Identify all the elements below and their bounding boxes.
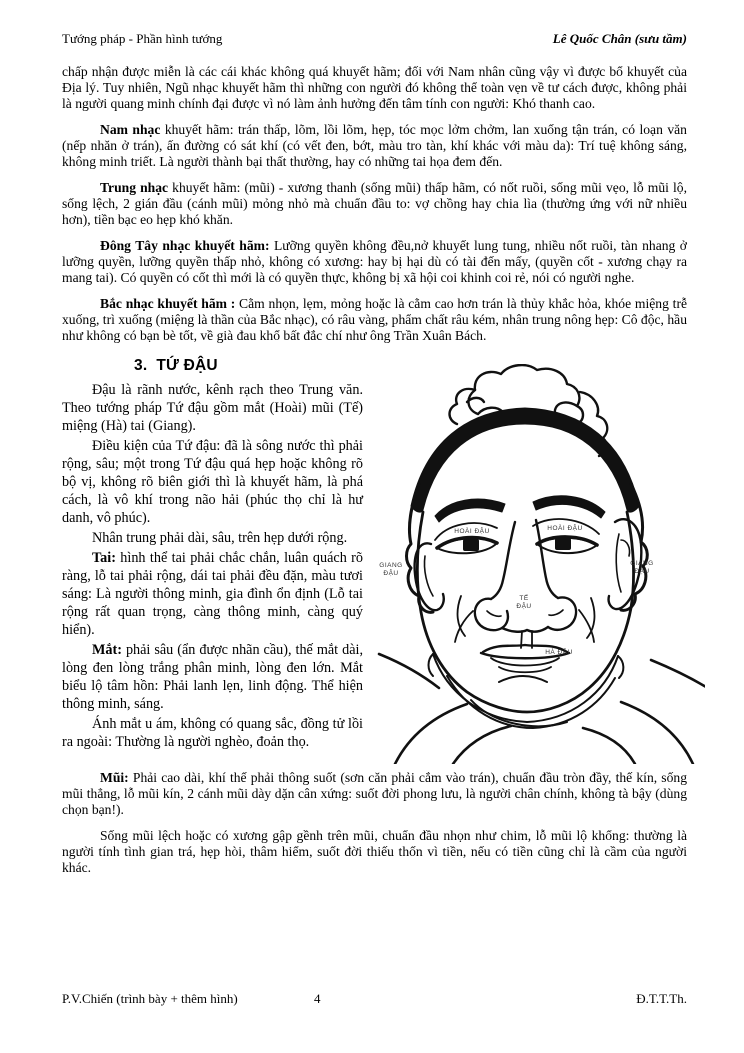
paragraph-lead: Mắt:: [92, 642, 122, 658]
paragraph-text: Phải cao dài, khí thế phải thông suốt (sơn căn phải cắm vào trán), chuẩn đầu tròn đầy, thế kín, sống mũi thẳng, lỗ mũi kín, 2 cánh mũi dày dặn cân xứng: suốt đời phong lưu, là người chân chính, không tà bậy (dùng chọn bạn!).: [62, 770, 687, 817]
label-giang-dau-right-1: GIANG: [630, 560, 654, 567]
hair-band-icon: [411, 408, 639, 512]
section-heading-tu-dau: 3. TỨ ĐẬU: [134, 357, 218, 374]
face-illustration: [375, 364, 705, 764]
paragraph-lead: Bắc nhạc khuyết hãm :: [100, 296, 236, 311]
paragraph-text: Điều kiện của Tứ đậu: đã là sông nước thì phải rộng, sâu; một trong Tứ đậu quá hẹp hoặc không rõ bộ vị, không rõ biên giới thì là khuyết hãm, là phá cách, là vô khí trong não hải (phúc thọ chỉ là hư danh, vô phúc).: [62, 438, 363, 526]
paragraph-lead: Tai:: [92, 550, 116, 566]
footer-credit: P.V.Chiến (trình bày + thêm hình): [62, 991, 238, 1006]
face-diagram: [369, 364, 687, 764]
eyebrows-icon: [435, 496, 605, 522]
paragraph-text: Lưỡng quyền không đều,nở khuyết lung tung, nhiều nốt ruồi, tàn nhang ở lưỡng quyền, lưỡng quyền thấp nhỏ, không có xương: hay bị hại dù có tài đến mấy, (quyền cốt - xương chạy ra mang tai). Có quyền có cốt thì mới là có quyền thực, không bị xã hội coi khinh coi rẻ, nói có người nghe.: [62, 238, 687, 285]
paragraph-lead: Đông Tây nhạc khuyết hãm:: [100, 238, 270, 253]
label-giang-dau-right-2: ĐẬU: [634, 568, 650, 575]
header-author: Lê Quốc Chân (sưu tầm): [552, 31, 687, 46]
paragraph-mui: [62, 768, 687, 818]
footer-initials: Đ.T.T.Th.: [636, 991, 687, 1006]
header-title: Tướng pháp - Phần hình tướng: [62, 31, 223, 46]
paragraph-bac-nhac: [62, 296, 687, 344]
paragraph-dong-tay-nhac: [62, 238, 687, 286]
paragraph-lead: Mũi:: [100, 770, 129, 785]
page-footer: [62, 991, 687, 1011]
right-eye: [537, 537, 597, 553]
paragraph-text: Đậu là rãnh nước, kênh rạch theo Trung văn. Theo tướng pháp Tứ đậu gồm mắt (Hoài) mũi (Tế) miệng (Hà) tai (Giang).: [62, 382, 363, 434]
paragraph-text: khuyết hãm: (mũi) - xương thanh (sống mũi) thấp hãm, có nốt ruồi, sống mũi vẹo, lỗ mũi lộ, sống lệch, 2 gián đầu (cánh mũi) mỏng nhỏ mà chuẩn đầu to: vợ chồng hay chia lìa (thường ứng với nữ nhiều hơn), tiền bạc eo hẹp khó khăn.: [62, 180, 688, 227]
paragraph-text: Ánh mắt u ám, không có quang sắc, đồng tử lồi ra ngoài: Thường là người nghèo, đoản thọ.: [62, 716, 363, 750]
paragraph-text: hình thể tai phải chắc chắn, luân quách rõ ràng, lỗ tai phải rộng, dái tai phải đều đặn, màu tươi sáng: Là người thông minh, gia đình ổn định (Lỗ tai rộng rất quan trọng, càng thông minh, càng quý hiển).: [62, 550, 363, 638]
paragraph-lead: Trung nhạc: [100, 180, 169, 195]
paragraph-song-mui: [62, 828, 687, 876]
paragraph-nam-nhac: [62, 122, 687, 170]
paragraph-text: Sống mũi lệch hoặc có xương gập gềnh trên mũi, chuẩn đầu nhọn như chim, lỗ mũi lộ khổng: thường là người tính tình gian trá, hẹp hòi, thâm hiểm, suốt đời thiếu thốn vì tiền, nếu có tiền cũng chỉ là cầm của người khác.: [62, 828, 687, 875]
page-header: [62, 31, 687, 47]
paragraph-text: Cằm nhọn, lẹm, mỏng hoặc là cằm cao hơn trán là thủy khắc hỏa, khóe miệng trễ xuống, trì xuống (miệng là thần của Bắc nhạc), có râu vàng, phẩm chất râu kém, nhân trung nông hẹp: Cô độc, hầu như không có bạn bè tốt, về già đau khổ bất đắc chí như ông Trần Xuân Bách.: [62, 296, 688, 343]
paragraph-lead: Nam nhạc: [100, 122, 161, 137]
paragraph-text: khuyết hãm: trán thấp, lõm, lồi lõm, hẹp, tóc mọc lởm chởm, lan xuống tận trán, có loạn văn (nếp nhăn ở trán), ấn đường có sát khí (có vết đen, bớt, màu tro tàn, khí khác với màu da): Trí tuệ không sáng, không minh triết. Là người thành bại thất thường, hay có những tai họa đem đến.: [62, 122, 687, 169]
paragraph-trung-nhac: [62, 180, 687, 228]
label-giang-dau-left-1: GIANG: [379, 562, 403, 569]
page-number: 4: [314, 991, 321, 1006]
paragraph-intro-continuation: [62, 64, 687, 112]
label-giang-dau-left-2: ĐẬU: [383, 570, 399, 577]
label-ha-dau: HÀ ĐẬU: [545, 649, 573, 656]
left-eye: [437, 538, 497, 554]
page-content: [62, 64, 687, 886]
label-hoai-dau-left: HOÀI ĐẬU: [454, 528, 490, 535]
label-te-dau-1: TẾ: [519, 595, 529, 602]
label-hoai-dau-right: HOÀI ĐẬU: [547, 525, 583, 532]
paragraph-text: phải sâu (ẩn được nhãn cầu), thế mắt dài, lòng đen lòng trắng phân minh, lòng đen lớn. Mắt biểu lộ tâm hồn: Phải lanh lẹn, linh động. Thể hiện thông minh, sáng.: [62, 642, 363, 712]
label-te-dau-2: ĐẬU: [516, 603, 532, 610]
paragraph-text: chấp nhận được miễn là các cái khác không quá khuyết hãm; đối với Nam nhân cũng vậy vì được bổ khuyết của Địa lý. Tuy nhiên, Ngũ nhạc khuyết hãm thì những con người đó không thể toàn vẹn về tư cách được, không phải là người quang minh chính đại được vì nó làm ảnh hưởng đến tâm tính con người: Khó thanh cao.: [62, 64, 687, 111]
paragraph-text: Nhân trung phải dài, sâu, trên hẹp dưới rộng.: [92, 530, 348, 546]
